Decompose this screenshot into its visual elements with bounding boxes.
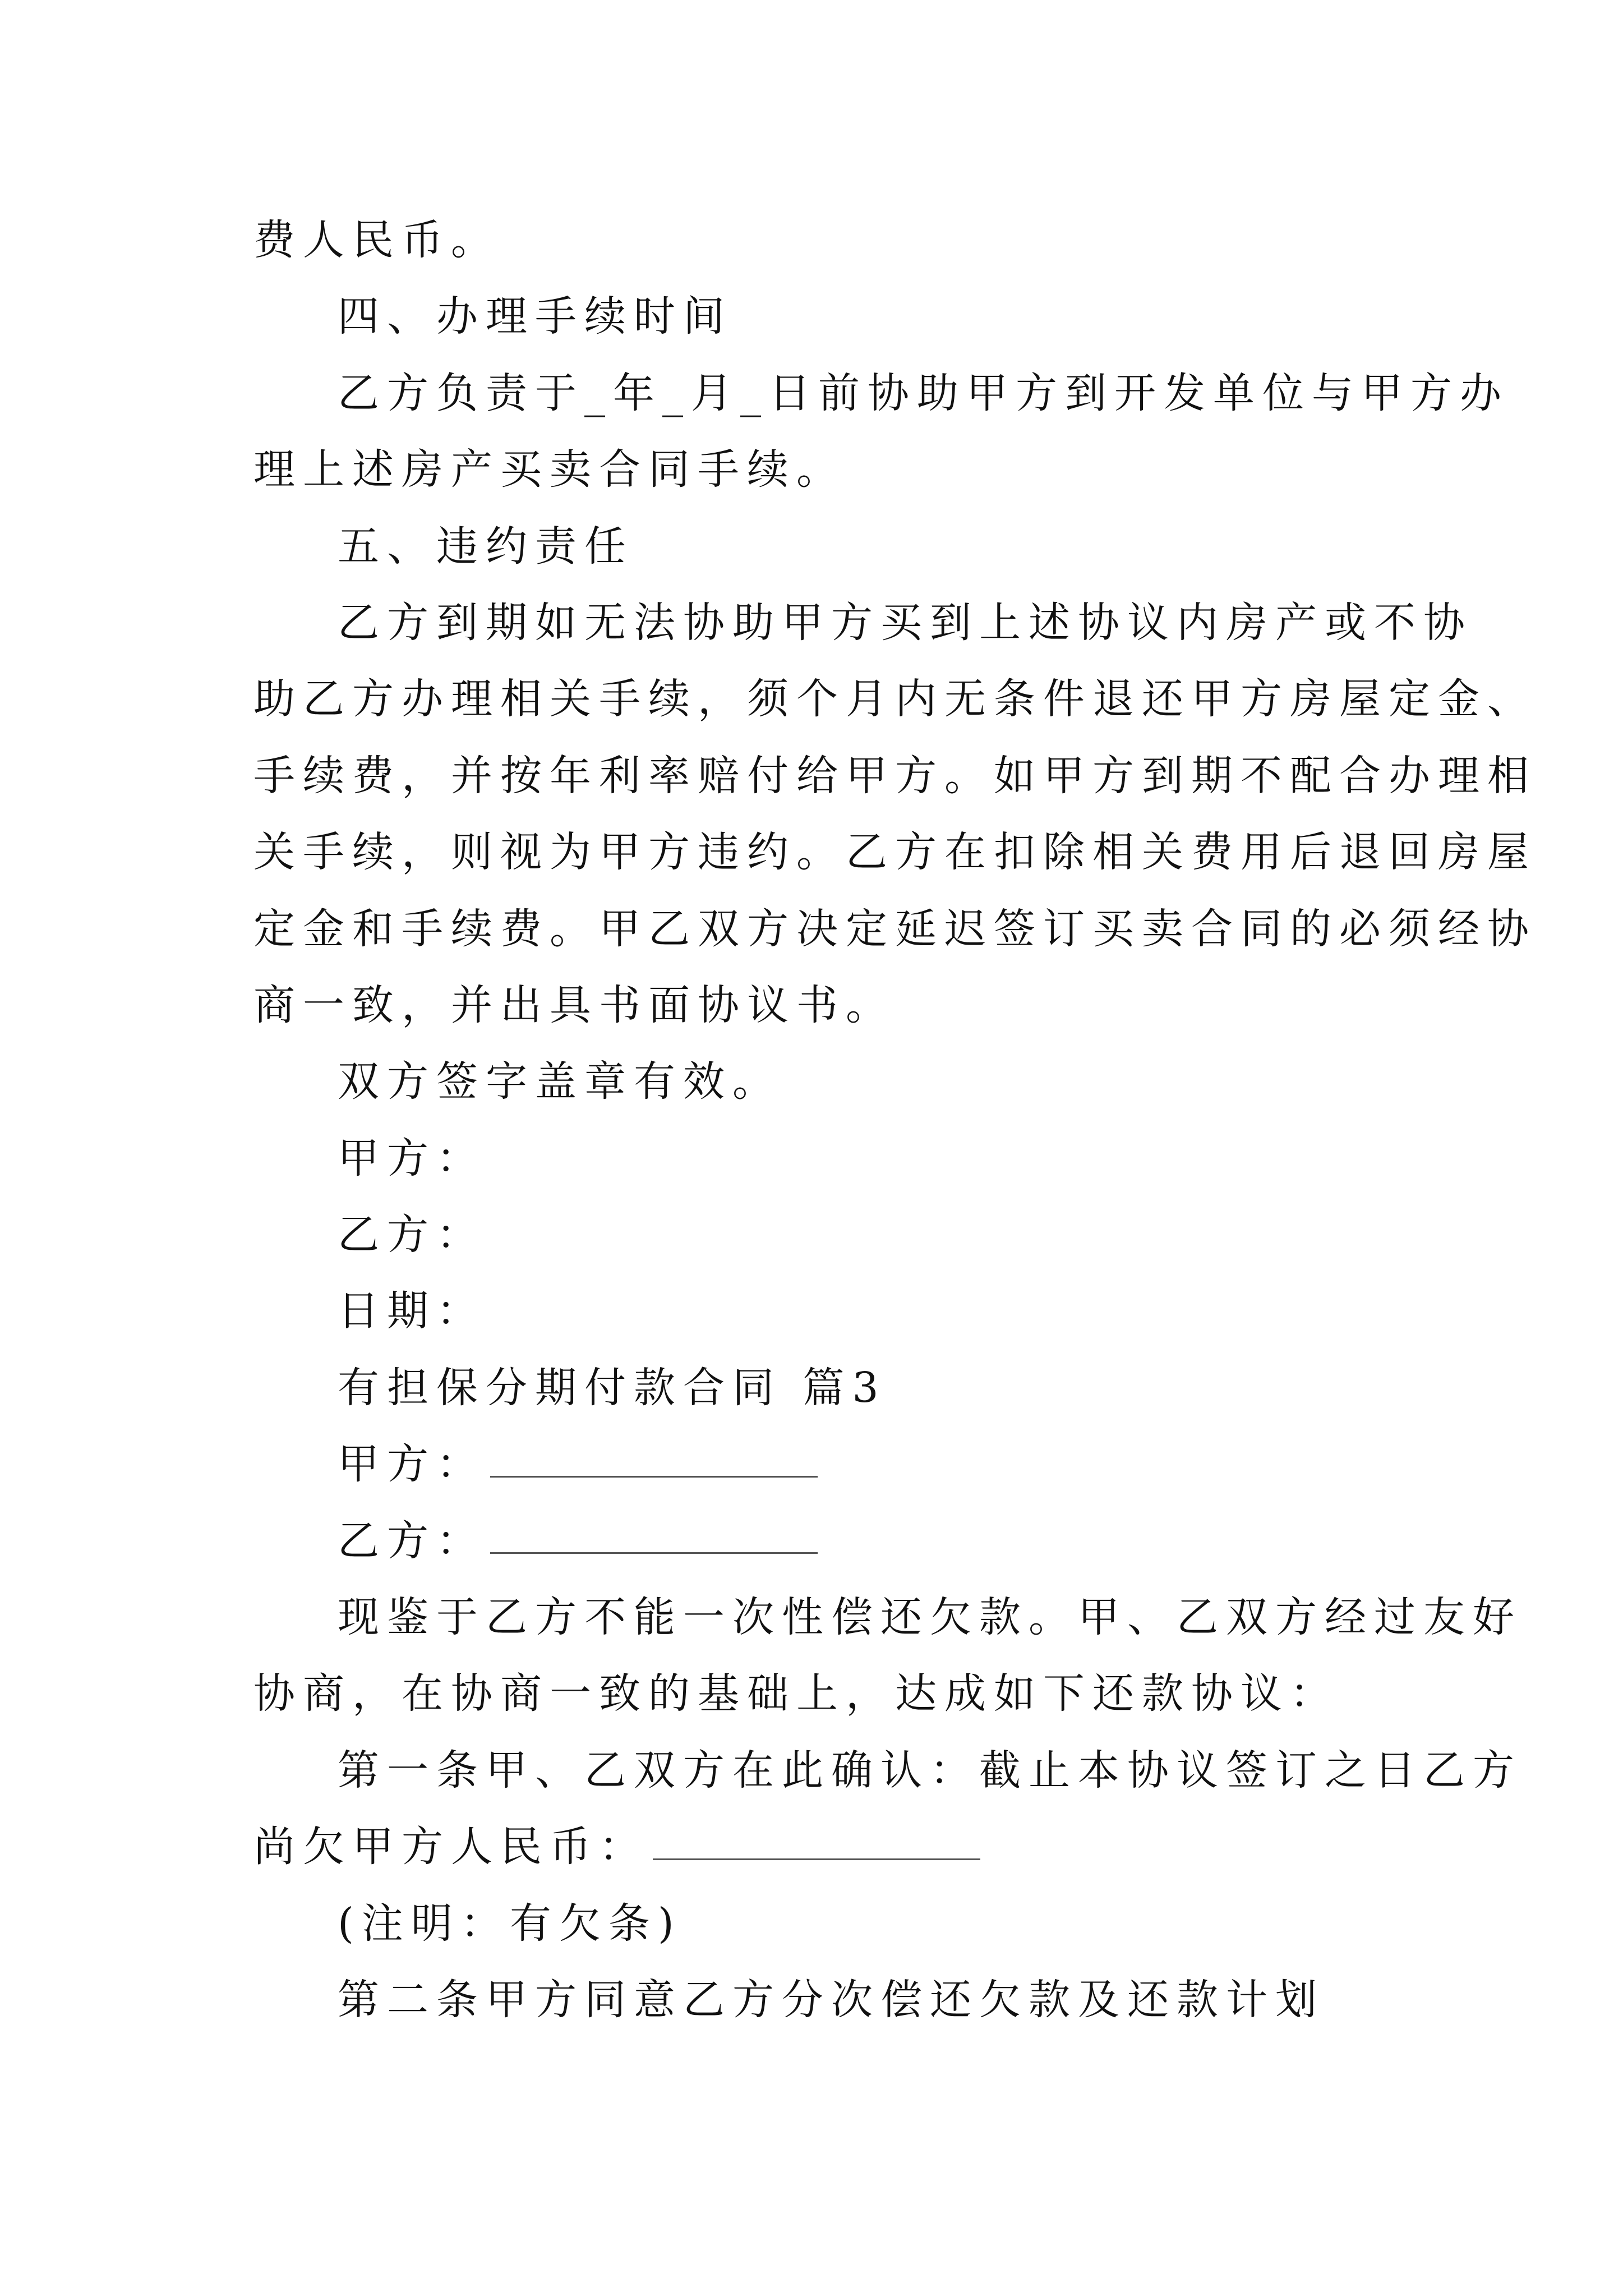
paragraph-line: 商一致，并出具书面协议书。	[253, 981, 895, 1029]
amount-label: 尚欠甲方人民币：	[253, 1823, 648, 1871]
paragraph-line: 双方签字盖章有效。	[338, 1057, 782, 1106]
paragraph-line: 乙方负责于_年_月_日前协助甲方到开发单位与甲方办	[338, 369, 1509, 417]
contract-title: 有担保分期付款合同 篇3	[338, 1363, 887, 1412]
party-b-blank	[490, 1552, 818, 1554]
paragraph-line: 定金和手续费。甲乙双方决定延迟签订买卖合同的必须经协	[253, 904, 1537, 953]
paragraph-line: 理上述房产买卖合同手续。	[253, 445, 846, 494]
paragraph-line: 现鉴于乙方不能一次性偿还欠款。甲、乙双方经过友好	[338, 1593, 1522, 1642]
paragraph-line: 手续费，并按年利率赔付给甲方。如甲方到期不配合办理相	[253, 751, 1537, 800]
party-a-blank	[490, 1475, 818, 1478]
section-heading: 五、违约责任	[338, 522, 634, 570]
paragraph-line: 关手续，则视为甲方违约。乙方在扣除相关费用后退回房屋	[253, 828, 1537, 877]
paragraph-line: 费人民币。	[253, 216, 500, 264]
article-two-line: 第二条甲方同意乙方分次偿还欠款及还款计划	[338, 1975, 1325, 2024]
paragraph-line: 协商，在协商一致的基础上，达成如下还款协议：	[253, 1669, 1339, 1718]
note-line: (注明：有欠条)	[338, 1899, 682, 1948]
amount-blank	[653, 1858, 980, 1860]
party-b-field	[253, 1503, 1389, 1579]
signature-party-b: 乙方：	[338, 1211, 486, 1259]
signature-party-a: 甲方：	[338, 1134, 486, 1182]
document-body	[253, 202, 1537, 2038]
paragraph-line: 乙方到期如无法协助甲方买到上述协议内房产或不协	[338, 598, 1473, 647]
section-heading: 四、办理手续时间	[338, 292, 732, 341]
amount-field	[253, 1809, 1389, 1885]
paragraph-line: 助乙方办理相关手续，须个月内无条件退还甲方房屋定金、	[253, 675, 1537, 724]
article-one-line: 第一条甲、乙双方在此确认：截止本协议签订之日乙方	[338, 1746, 1522, 1795]
party-b-label: 乙方：	[338, 1516, 486, 1565]
party-a-label: 甲方：	[338, 1440, 486, 1489]
party-a-field	[253, 1426, 1389, 1502]
signature-date: 日期：	[338, 1287, 486, 1336]
